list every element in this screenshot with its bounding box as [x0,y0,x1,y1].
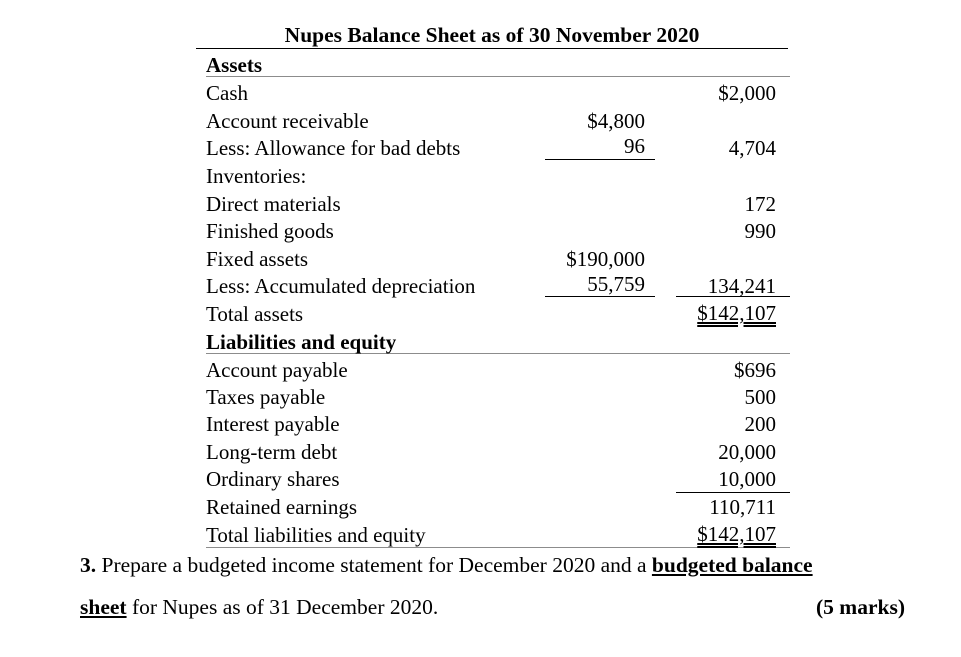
fixed-assets-amount: $190,000 [566,247,645,271]
allowance-subtotal-rule [545,159,655,160]
total-liabilities-label: Total liabilities and equity [206,523,426,547]
ap-label: Account payable [206,358,348,382]
question-text-1: Prepare a budgeted income statement for December 2020 and a [96,553,652,577]
liabilities-heading: Liabilities and equity [206,330,397,354]
ar-amount: $4,800 [587,109,645,133]
net-receivable-total: 4,704 [728,136,776,160]
fixed-assets-label: Fixed assets [206,247,309,271]
taxes-total: 500 [744,385,776,409]
shares-total: 10,000 [718,467,776,491]
net-fixed-assets-total: 134,241 [707,274,776,298]
direct-materials-label: Direct materials [206,192,341,216]
question-number: 3. [80,553,97,577]
shares-label: Ordinary shares [206,467,340,491]
interest-total: 200 [744,412,776,436]
taxes-label: Taxes payable [206,385,326,409]
interest-label: Interest payable [206,412,340,436]
question-emphasis-2: sheet [80,595,127,619]
ltd-total: 20,000 [718,440,776,464]
question-line-1 [80,551,905,579]
marks-label: (5 marks) [816,595,905,619]
retained-earnings-rule [676,492,790,493]
finished-goods-label: Finished goods [206,219,334,243]
balance-sheet-title: Nupes Balance Sheet as of 30 November 2020 [284,23,700,47]
retained-total: 110,711 [709,495,776,519]
cash-total: $2,000 [718,81,776,105]
ltd-label: Long-term debt [206,440,338,464]
cash-label: Cash [206,81,248,105]
acc-dep-label: Less: Accumulated depreciation [206,274,476,298]
acc-dep-amount: 55,759 [587,272,645,296]
total-assets-value: $142,107 [697,301,776,325]
question-text-2: for Nupes as of 31 December 2020. [126,595,439,619]
allowance-label: Less: Allowance for bad debts [206,136,461,160]
direct-materials-total: 172 [744,192,776,216]
assets-heading: Assets [206,53,262,77]
finished-goods-total: 990 [744,219,776,243]
total-assets-label: Total assets [206,302,304,326]
total-liabilities-value: $142,107 [697,522,776,546]
assets-heading-rule [206,76,790,77]
question-emphasis-1: budgeted balance [651,553,813,577]
inventories-label: Inventories: [206,164,307,188]
ap-total: $696 [734,358,776,382]
question-line-2 [80,593,905,621]
retained-label: Retained earnings [206,495,358,519]
ar-label: Account receivable [206,109,369,133]
allowance-amount: 96 [624,134,645,158]
title-rule [196,48,788,49]
